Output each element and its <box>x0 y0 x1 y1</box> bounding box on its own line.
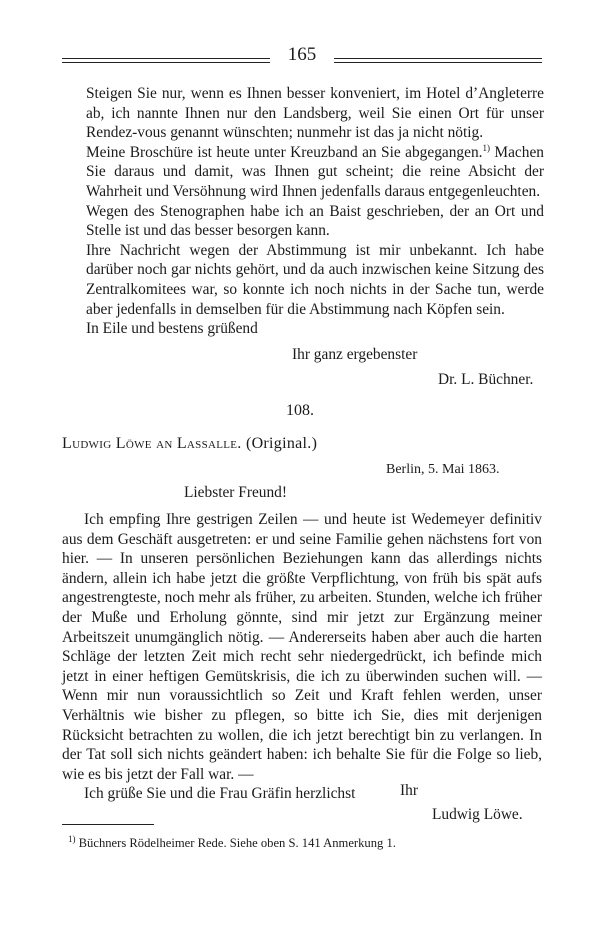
letter-a-paragraph-2b-text: Machen Sie daraus und damit, was Ihnen gut scheint; die reine Absicht der Wahrheit und Versöhnung wird Ihnen jedenfalls daraus entgegenleuchten. <box>86 143 544 200</box>
letter-a-paragraph-3: Wegen des Stenographen habe ich an Baist geschrieben, der an Ort und Stelle ist und das besser besorgen kann. <box>86 202 544 240</box>
page-number: 165 <box>287 44 317 65</box>
place-date: Berlin, 5. Mai 1863. <box>386 462 500 477</box>
footnote-text: Büchners Rödelheimer Rede. Siehe oben S. 141 Anmerkung 1. <box>78 836 396 850</box>
letter-a-paragraph-4: Ihre Nachricht wegen der Abstimmung ist mir unbekannt. Ich habe darüber noch gar nichts gehört, und da auch inzwischen keine Sitzung des Zentralkomitees war, so konnte ich noch nichts in der Sache tun, werde aber jedenfalls in demselben für die Abstimmung nach Köpfen sein. <box>86 241 544 318</box>
salutation: Liebster Freund! <box>184 484 288 501</box>
letter-b-greeting: Ich grüße Sie und die Frau Gräfin herzlichst <box>84 785 356 803</box>
header-rule-right <box>334 58 542 63</box>
running-header <box>62 44 542 74</box>
letter-heading <box>62 435 317 453</box>
letter-b-signature: Ludwig Löwe. <box>432 806 523 823</box>
letter-a-body <box>86 84 544 339</box>
letter-b-closing: Ihr <box>400 782 418 799</box>
letter-b-paragraph: Ich empfing Ihre gestrigen Zeilen — und heute ist Wedemeyer definitiv aus dem Geschäft ausgetreten: er und seine Familie gehen nächstens fort von hier. — In unseren persönlichen Beziehungen kann das allerdings nichts ändern, allein ich habe jetzt die größte Verpflichtung, von früh bis spät aufs angestrengteste, noch mehr als früher, zu arbeiten. Stunden, welche ich früher der Muße und Erholung gönnte, sind mir jetzt zur Ergänzung meiner Arbeitszeit unumgänglich nötig. — Andererseits haben aber auch die harten Schläge der letzten Zeit mich recht sehr niedergedrückt, ich befinde mich jetzt in einer heftigen Gemütskrisis, die ich zu überwinden suchen will. — Wenn mir nun voraussichtlich so Zeit und Kraft fehlen werden, unser Verhältnis wie bisher zu pflegen, so bitte ich Sie, dies mit derjenigen Rücksicht betrachten zu wollen, die ich jetzt berechtigt bin zu verlangen. In der Tat soll sich nichts geändert haben: ich behalte Sie für die Folge so lieb, wie es bis jetzt der Fall war. — <box>62 511 542 783</box>
letter-a-paragraph-2-text: Meine Broschüre ist heute unter Kreuzband an Sie abgegangen. <box>86 143 483 161</box>
footnote-marker: 1) <box>68 833 76 844</box>
letter-number: 108. <box>286 402 314 419</box>
footnote-rule <box>62 824 154 825</box>
letter-a-paragraph-5: In Eile und bestens grüßend <box>86 320 258 338</box>
letter-heading-names: Ludwig Löwe an Lassalle. <box>62 435 242 452</box>
letter-a-paragraph-2 <box>86 143 544 202</box>
footnote-reference: 1) <box>482 142 490 153</box>
letter-b-body <box>62 510 542 804</box>
letter-a-paragraph-1: Steigen Sie nur, wenn es Ihnen besser konveniert, im Hotel d’Angleterre ab, ich nannte Ihnen nur den Landsberg, weil Sie einen Ort für unser Rendez-vous genannt wünschten; nunmehr ist das ja nicht nötig. <box>86 85 544 142</box>
letter-heading-note: (Original.) <box>245 435 318 452</box>
letter-a-signature: Dr. L. Büchner. <box>438 371 534 388</box>
letter-a-closing: Ihr ganz ergebenster <box>292 346 418 363</box>
footnote <box>68 833 396 851</box>
